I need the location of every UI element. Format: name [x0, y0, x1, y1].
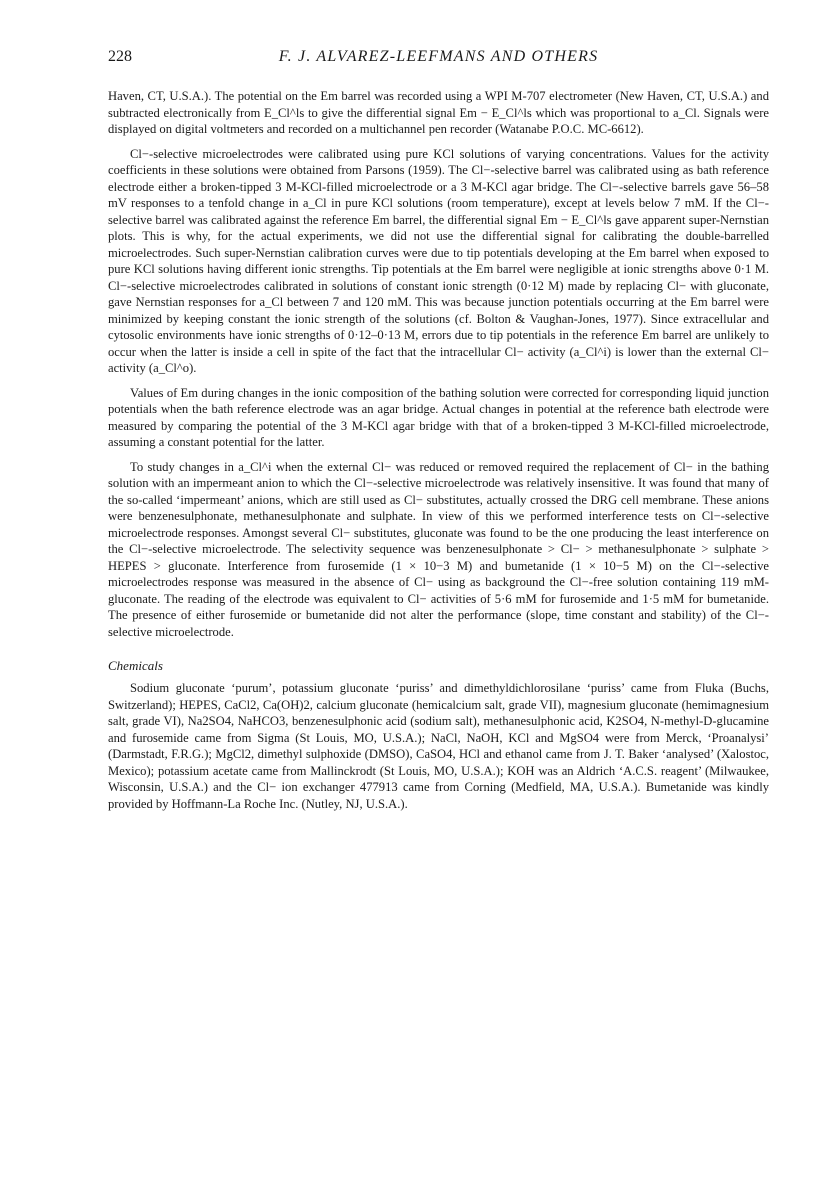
running-title: F. J. ALVAREZ-LEEFMANS AND OTHERS [278, 48, 599, 65]
paragraph-4: To study changes in a_Cl^i when the external Cl− was reduced or removed required the replacement of Cl− in the bathing solution with an impermeant anion to which the Cl−-selective microelectrode was relatively insensitive. It was found that many of the so-called ‘impermeant’ anions, which are still used as Cl− substitutes, actually crossed the DRG cell membrane. These anions were benzenesulphonate, methanesulphonate and sulphate. In view of this we performed interference tests on Cl−-selective microelectrode responses. Amongst several Cl− substitutes, gluconate was found to be the one producing the least interference on the Cl−-selective microelectrode. The selectivity sequence was benzenesulphonate > Cl− > methanesulphonate > sulphate > HEPES > gluconate. Interference from furosemide (1 × 10−3 M) and bumetanide (1 × 10−5 M) on the Cl−-selective microelectrodes response was measured in the absence of Cl− using as background the Cl−-free solution containing 119 mM-gluconate. The reading of the electrode was equivalent to Cl− activities of 5·6 mM for furosemide and 1·5 mM for bumetanide. The presence of either furosemide or bumetanide did not alter the performance (slope, time constant and stability) of the Cl−-selective microelectrode. [108, 459, 769, 639]
page-number: 228 [108, 48, 132, 65]
page [108, 48, 769, 820]
paragraph-chemicals: Sodium gluconate ‘purum’, potassium gluconate ‘puriss’ and dimethyldichlorosilane ‘puriss’ came from Fluka (Buchs, Switzerland); HEPES, CaCl2, Ca(OH)2, calcium gluconate (hemicalcium salt, grade VII), magnesium gluconate (hemimagnesium salt, grade VI), Na2SO4, NaHCO3, benzenesulphonic acid (sodium salt), methanesulphonic acid, K2SO4, N-methyl-D-glucamine and furosemide came from Sigma (St Louis, MO, U.S.A.); NaCl, NaOH, KCl and MgSO4 were from Merck, ‘Proanalysi’ (Darmstadt, F.R.G.); MgCl2, dimethyl sulphoxide (DMSO), CaSO4, HCl and ethanol came from J. T. Baker ‘analysed’ (Xalostoc, Mexico); potassium acetate came from Mallinckrodt (St Louis, MO, U.S.A.); KOH was an Aldrich ‘A.C.S. reagent’ (Milwaukee, Wisconsin, U.S.A.) and the Cl− ion exchanger 477913 came from Corning (Medfield, MA, U.S.A.). Bumetanide was kindly provided by Hoffmann-La Roche Inc. (Nutley, NJ, U.S.A.). [108, 681, 769, 811]
page-header [108, 48, 769, 76]
paragraph-3: Values of Em during changes in the ionic composition of the bathing solution were corrected for corresponding liquid junction potentials when the bath reference electrode was an agar bridge. Actual changes in potential at the reference bath electrode were measured by comparing the potential of the 3 M-KCl agar bridge with that of a broken-tipped 3 M-KCl-filled microelectrode, assuming a constant potential for the latter. [108, 385, 769, 449]
paragraph-2: Cl−-selective microelectrodes were calibrated using pure KCl solutions of varying concentrations. Values for the activity coefficients in these solutions were obtained from Parsons (1959). The Cl−-selective barrel was calibrated using as bath reference electrode either a broken-tipped 3 M-KCl-filled microelectrode or a 3 M-KCl agar bridge. The Cl−-selective barrels gave 56–58 mV responses to a tenfold change in a_Cl in pure KCl solutions (room temperature), except at levels below 7 mM. If the Cl−-selective barrel was calibrated against the reference Em barrel, the differential signal Em − E_Cl^ls gave apparent super-Nernstian plots. This is why, for the actual experiments, we did not use the differential signal for calibrating the double-barrelled microelectrodes. Such super-Nernstian calibration curves were due to tip potentials developing at the Em barrel when exposed to pure KCl solutions having different ionic strengths. Tip potentials at the Em barrel were negligible at ionic strengths above 0·1 M. Cl−-selective microelectrodes calibrated in solutions of constant ionic strength (0·12 M) made by replacing Cl− with gluconate, gave Nernstian responses for a_Cl between 7 and 120 mM. This was because junction potentials occurring at the Em barrel were minimized by keeping constant the ionic strength of the solutions (cf. Bolton & Vaughan-Jones, 1977). Since extracellular and cytosolic environments have ionic strengths of 0·12–0·13 M, errors due to tip potentials in the reference Em barrel are unlikely to occur when the latter is inside a cell in spite of the fact that the intracellular Cl− activity (a_Cl^i) is lower than the external Cl− activity (a_Cl^o). [108, 146, 769, 375]
section-heading-chemicals: Chemicals [108, 658, 163, 673]
paragraph-1: Haven, CT, U.S.A.). The potential on the Em barrel was recorded using a WPI M-707 electrometer (New Haven, CT, U.S.A.) and subtracted electronically from E_Cl^ls to give the differential signal Em − E_Cl^ls which was proportional to a_Cl. Signals were displayed on digital voltmeters and recorded on a multichannel pen recorder (Watanabe P.O.C. MC-6612). [108, 89, 769, 136]
